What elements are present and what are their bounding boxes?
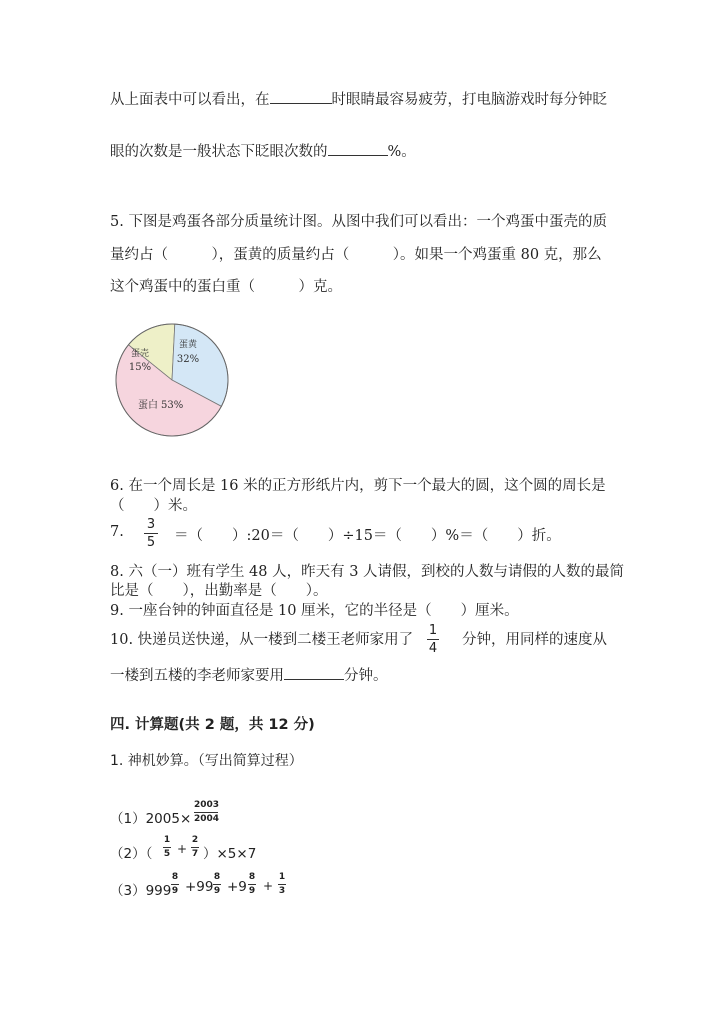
q4-answer-blank-1[interactable] bbox=[270, 89, 332, 104]
pie-label-shell: 蛋壳 bbox=[130, 349, 150, 359]
calc1-item2-f1-denominator: 5 bbox=[163, 849, 171, 859]
calc1-item1-label: （1）2005× bbox=[110, 811, 192, 827]
pie-pct-yolk: 32% bbox=[176, 354, 200, 365]
q9-line1: 9. 一座台钟的钟面直径是 10 厘米，它的半径是（ ）厘米。 bbox=[110, 603, 519, 619]
calc1-item3-label: （3）999 bbox=[110, 883, 172, 899]
calc1-item2-fraction-1 bbox=[163, 836, 171, 859]
q5-line1: 5. 下图是鸡蛋各部分质量统计图。从图中我们可以看出：一个鸡蛋中蛋壳的质 bbox=[110, 214, 607, 230]
calc1-item2-f2-bar bbox=[191, 847, 199, 848]
q8-line2: 比是（ ），出勤率是（ ）。 bbox=[110, 583, 328, 599]
calc1-item2-f2-numerator: 2 bbox=[191, 835, 199, 845]
calc1-item3-plus-99: +99 bbox=[185, 879, 214, 895]
calc1-item3-f1-denominator: 9 bbox=[171, 886, 179, 896]
q10-line2 bbox=[110, 664, 388, 685]
q4-line1 bbox=[110, 88, 607, 109]
q10-fraction bbox=[427, 624, 439, 655]
egg-pie-chart bbox=[112, 320, 232, 440]
pie-label-white: 蛋白 bbox=[138, 400, 158, 411]
q7-text: ＝（ ）:20＝（ ）÷15＝（ ）%＝（ ）折。 bbox=[174, 528, 561, 544]
calc1-item3-f2-bar bbox=[213, 884, 221, 885]
calc1-item3-plus-9: +9 bbox=[227, 879, 247, 895]
calc1-item3-f4-bar bbox=[278, 884, 286, 885]
q10-line2-text-b: 分钟。 bbox=[344, 668, 388, 684]
calc1-item2-label: （2）（ bbox=[110, 846, 153, 862]
calc1-item3-f1-numerator: 8 bbox=[171, 872, 179, 882]
calc1-item3-plus: + bbox=[263, 879, 274, 893]
calc1-item2-tail: ）×5×7 bbox=[203, 846, 257, 862]
q4-line1-text-b: 时眼睛最容易疲劳，打电脑游戏时每分钟眨 bbox=[331, 92, 607, 108]
q10-answer-blank[interactable] bbox=[284, 665, 344, 680]
pie-pct-shell: 15% bbox=[128, 362, 152, 373]
section-4-title: 四. 计算题(共 2 题，共 12 分) bbox=[110, 717, 315, 733]
calc1-item3-f3-numerator: 8 bbox=[248, 872, 256, 882]
q7-fraction-numerator: 3 bbox=[146, 517, 156, 532]
q7-number: 7. bbox=[110, 524, 124, 540]
q7-fraction-denominator: 5 bbox=[146, 535, 156, 550]
q6-line2: （ ）米。 bbox=[110, 498, 197, 514]
q5-line3: 这个鸡蛋中的蛋白重（ ）克。 bbox=[110, 279, 342, 295]
calc1-item3-f2-denominator: 9 bbox=[213, 886, 221, 896]
q10-fraction-numerator: 1 bbox=[428, 623, 438, 638]
calc1-item2-f1-numerator: 1 bbox=[163, 835, 171, 845]
q10-line2-text-a: 一楼到五楼的李老师家要用 bbox=[110, 668, 284, 684]
q4-line2-text-a: 眼的次数是一般状态下眨眼次数的 bbox=[110, 144, 328, 160]
calc1-item3-fraction-2 bbox=[213, 873, 221, 896]
calc1-item3-fraction-1 bbox=[171, 873, 179, 896]
q5-line2: 量约占（ ），蛋黄的质量约占（ ）。如果一个鸡蛋重 80 克，那么 bbox=[110, 247, 602, 263]
calc1-item3-f2-numerator: 8 bbox=[213, 872, 221, 882]
calc1-item3-f1-bar bbox=[171, 884, 179, 885]
q7-fraction bbox=[144, 518, 158, 549]
calc1-item2-plus: + bbox=[177, 842, 188, 856]
calc1-item3-f3-denominator: 9 bbox=[248, 886, 256, 896]
q6-line1: 6. 在一个周长是 16 米的正方形纸片内，剪下一个最大的圆，这个圆的周长是 bbox=[110, 478, 606, 494]
q10-fraction-denominator: 4 bbox=[428, 641, 438, 656]
calc1-item2-f2-denominator: 7 bbox=[191, 849, 199, 859]
calc1-item3-f3-bar bbox=[248, 884, 256, 885]
q10-line1-text-a: 10. 快递员送快递，从一楼到二楼王老师家用了 bbox=[110, 632, 414, 648]
pie-pct-white: 53% bbox=[161, 400, 184, 411]
calc1-item1-denominator: 2004 bbox=[194, 814, 220, 824]
calc1-item3-f4-denominator: 3 bbox=[278, 886, 286, 896]
q4-line1-text-a: 从上面表中可以看出，在 bbox=[110, 92, 270, 108]
calc1-item1-numerator: 2003 bbox=[194, 800, 220, 810]
q10-line1-text-b: 分钟，用同样的速度从 bbox=[462, 632, 607, 648]
calc1-item1-fraction bbox=[194, 801, 218, 824]
q10-fraction-bar bbox=[427, 639, 439, 640]
calc1-item3-f4-numerator: 1 bbox=[278, 872, 286, 882]
pie-label-yolk: 蛋黄 bbox=[178, 340, 198, 350]
calc1-item3-fraction-3 bbox=[248, 873, 256, 896]
q7-fraction-bar bbox=[144, 533, 158, 534]
q4-line2-text-b: %。 bbox=[387, 144, 416, 160]
calc1-item1-bar bbox=[194, 812, 218, 813]
calc1-item3-fraction-4 bbox=[278, 873, 286, 896]
q4-line2 bbox=[110, 140, 416, 161]
q8-line1: 8. 六（一）班有学生 48 人，昨天有 3 人请假，到校的人数与请假的人数的最简 bbox=[110, 564, 625, 580]
calc1-title: 1. 神机妙算。（写出简算过程） bbox=[110, 753, 303, 769]
q4-answer-blank-2[interactable] bbox=[328, 141, 388, 156]
calc1-item2-f1-bar bbox=[163, 847, 171, 848]
calc1-item2-fraction-2 bbox=[191, 836, 199, 859]
